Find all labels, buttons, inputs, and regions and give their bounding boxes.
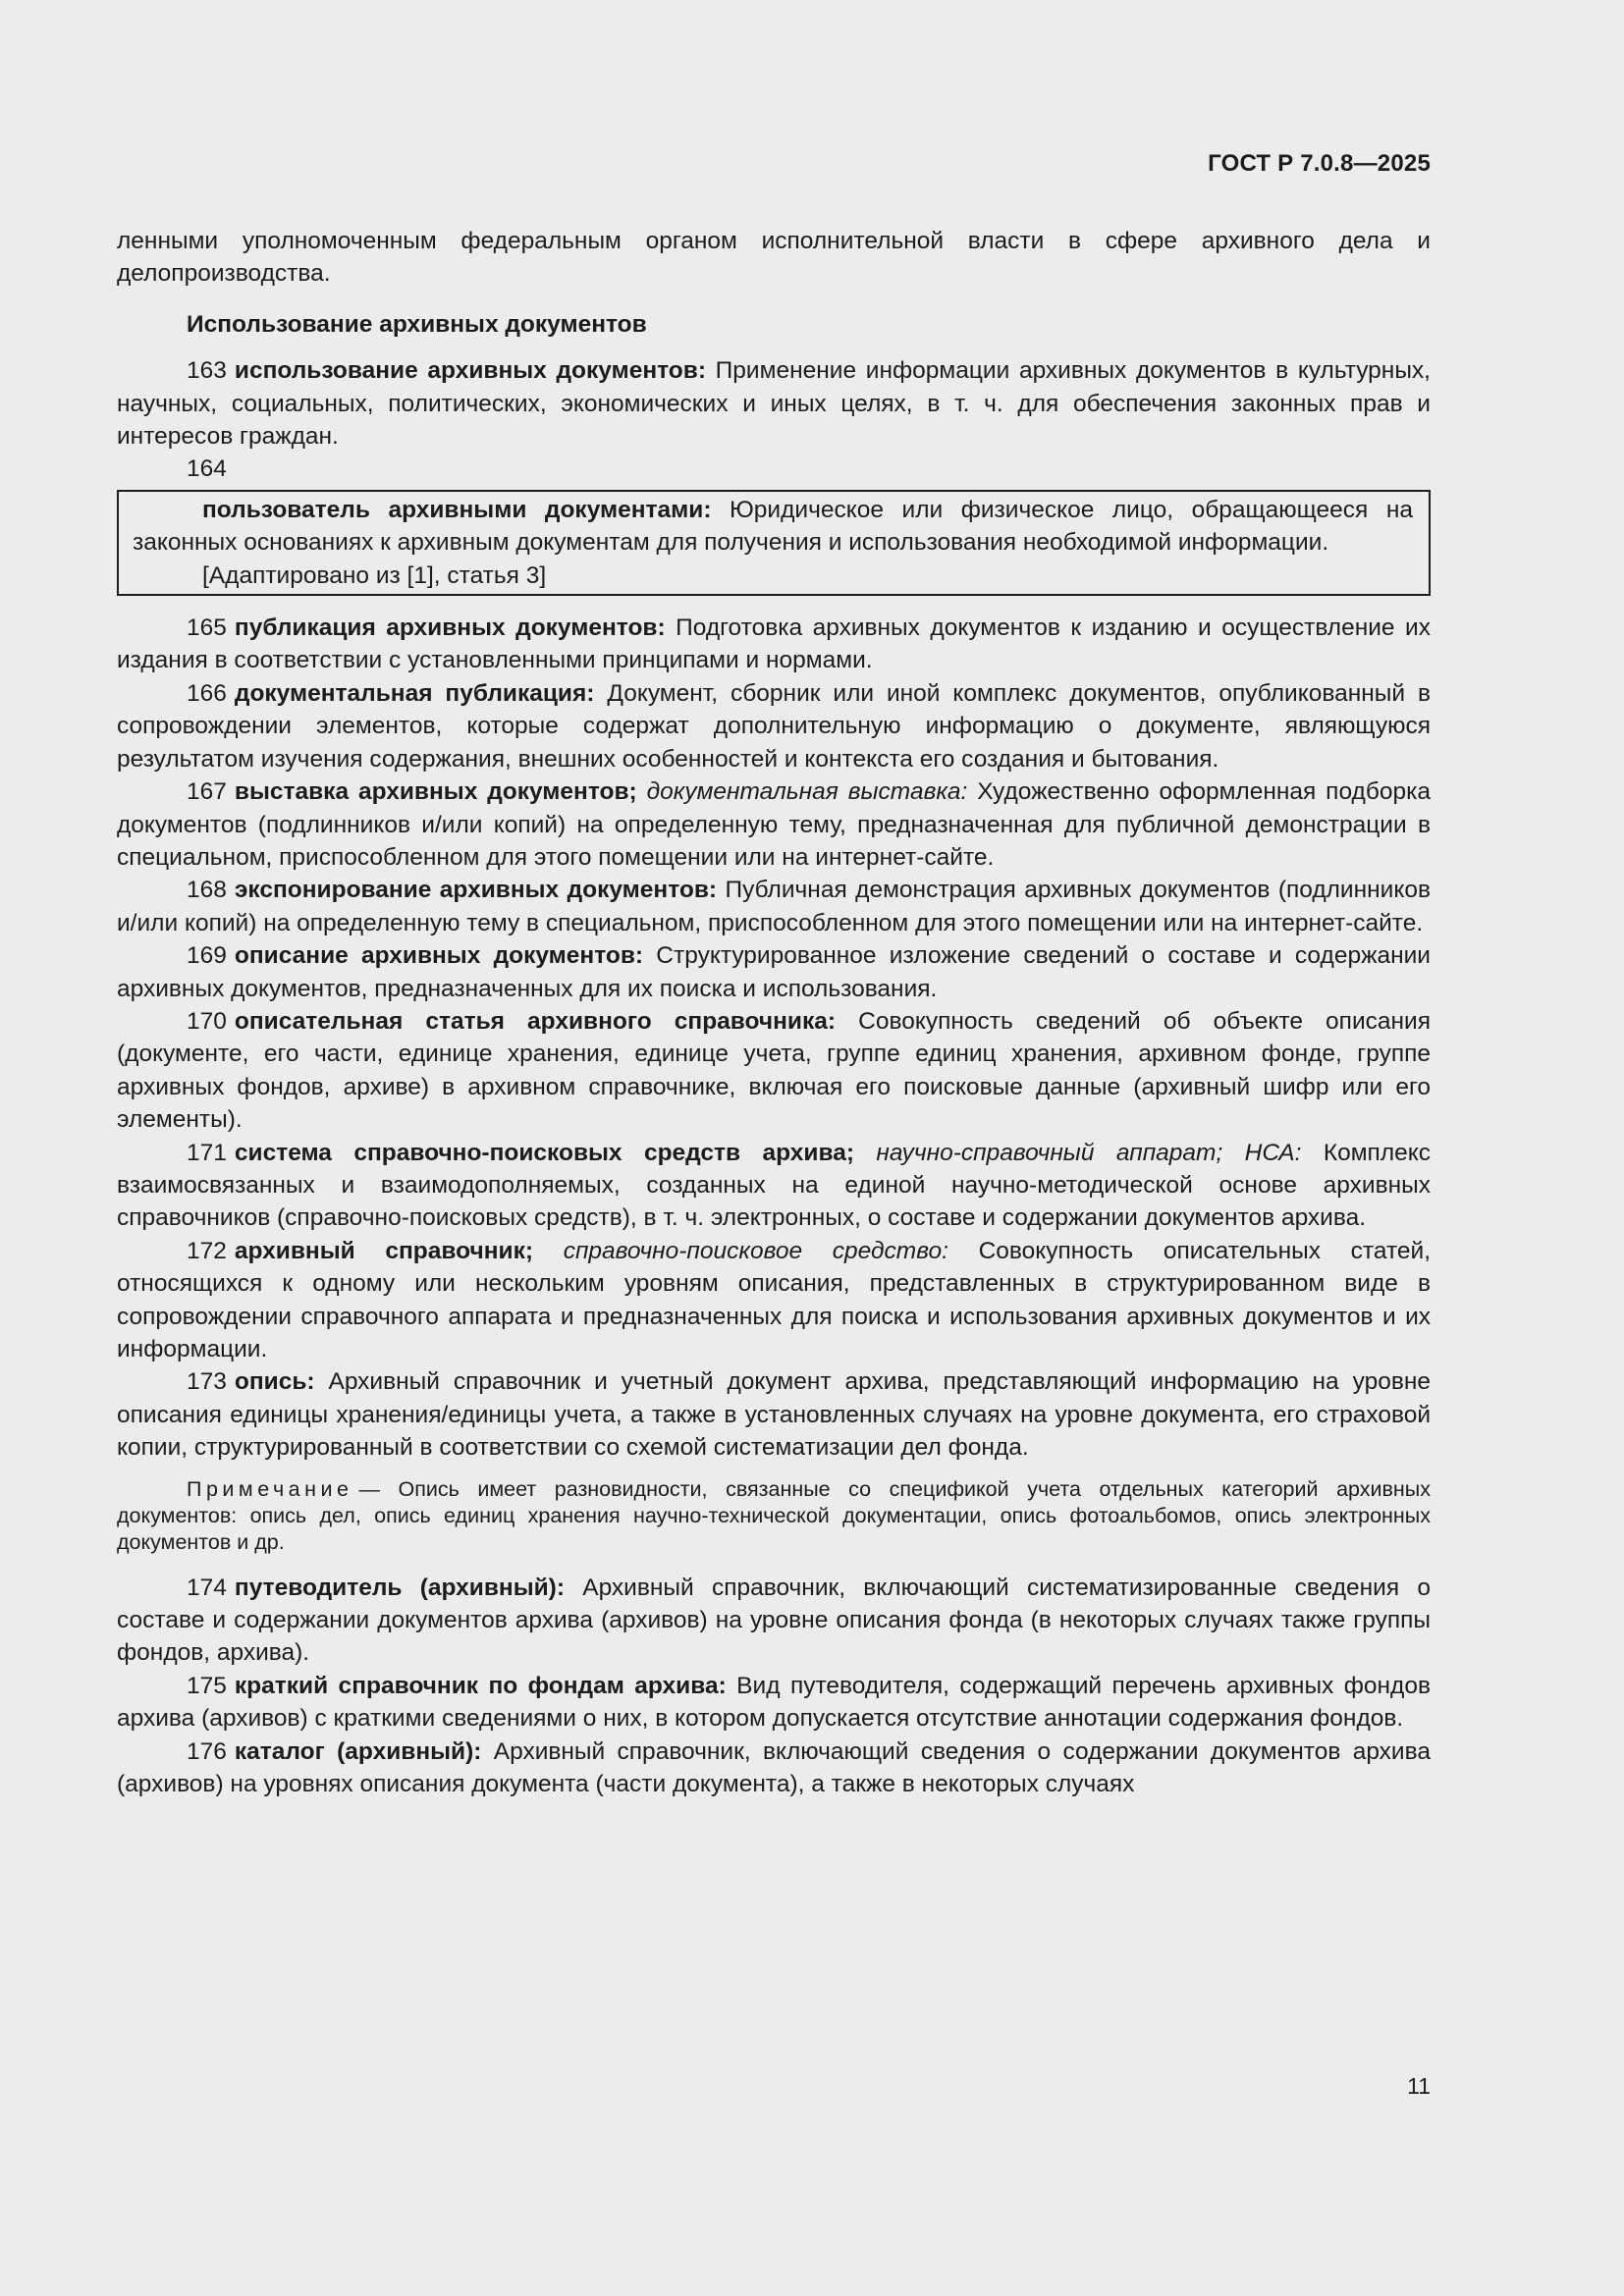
entry-164-number: 164 [187,455,227,483]
entry-term: краткий справочник по фондам архива: [234,1672,727,1699]
entry-number: 171 [187,1139,227,1166]
standard-designation: ГОСТ Р 7.0.8—2025 [1208,150,1431,177]
entry-number: 176 [187,1737,227,1765]
entry-174 [117,1572,1431,1670]
entry-167 [117,775,1431,874]
entry-166 [117,677,1431,775]
entry-term: документальная публикация: [234,679,595,707]
boxed-source: [Адаптировано из [1], статья 3] [202,561,547,589]
note [117,1476,1431,1556]
boxed-definition-text: Юридическое или физическое лицо, обращающееся на законных основаниях к архивным документам для получения и использования необходимой информации. [133,496,1413,557]
entry-number: 163 [187,357,227,385]
entry-number: 167 [187,778,227,806]
entry-number: 172 [187,1237,227,1264]
entry-definition: Публичная демонстрация архивных документов (подлинников и/или копий) на определенную тему в специальном, приспособленном для этого помещении или на интернет-сайте. [117,877,1431,936]
entry-170 [117,1005,1431,1137]
entry-definition: Совокупность сведений об объекте описания (документе, его части, единице хранения, единице учета, группе единиц хранения, архивном фонде, группе архивных фондов, архиве) в архивном справочнике, включая его поисковые данные (архивный шифр или его элементы). [117,1007,1431,1134]
entry-term: использование архивных документов: [234,357,706,385]
entry-number: 165 [187,614,227,642]
entry-term: опись: [234,1368,315,1396]
continuation-paragraph: ленными уполномоченным федеральным органом исполнительной власти в сфере архивного дела и делопроизводства. [117,228,1431,288]
entry-165 [117,612,1431,677]
entry-definition: Применение информации архивных документов в культурных, научных, социальных, политических, экономических и иных целях, в т. ч. для обеспечения законных прав и интересов граждан. [117,357,1431,451]
entry-number: 166 [187,679,227,707]
entry-definition: Документ, сборник или иной комплекс документов, опубликованный в сопровождении элементов, которые содержат дополнительную информацию о документе, являющуюся результатом изучения содержания, внешних особенностей и контекста его создания и бытования. [117,679,1431,773]
entry-176 [117,1735,1431,1801]
entry-definition: Архивный справочник и учетный документ архива, представляющий информацию на уровне описания единицы хранения/единицы учета, а также в установленных случаях на уровне документа, его страховой копии, структурированный в соответствии со схемой систематизации дел фонда. [117,1368,1431,1462]
entry-definition: Комплекс взаимосвязанных и взаимодополняемых, созданных на единой научно-методической основе архивных справочников (справочно-поисковых средств), в т. ч. электронных, о составе и содержании документов архива. [117,1139,1431,1232]
entry-number: 168 [187,877,227,904]
entry-163 [117,354,1431,453]
boxed-entry [133,494,1413,560]
entry-term: публикация архивных документов: [234,614,666,642]
entry-definition: Вид путеводителя, содержащий перечень архивных фондов архива (архивов) с краткими сведениями о них, в котором допускается отсутствие аннотации содержания фондов. [117,1672,1431,1733]
entry-term: каталог (архивный): [234,1737,482,1765]
entry-number: 173 [187,1368,227,1396]
entry-173 [117,1365,1431,1464]
entry-synonym: документальная выставка: [636,778,968,806]
note-text: — Опись имеет разновидности, связанные со спецификой учета отдельных категорий архивных документов: опись дел, опись единиц хранения научно-технической документации, опись фотоальбомов, опись электронных документов и др. [117,1476,1431,1554]
entry-number: 169 [187,942,227,970]
entry-number: 174 [187,1574,227,1601]
entry-169 [117,939,1431,1005]
entry-term: путеводитель (архивный): [234,1574,565,1601]
page-number: 11 [1407,2073,1431,2099]
entry-term: выставка архивных документов; [234,778,637,806]
entry-definition: Подготовка архивных документов к изданию и осуществление их издания в соответствии с установленными принципами и нормами. [117,614,1431,674]
boxed-term: пользователь архивными документами: [202,496,712,523]
entry-term: экспонирование архивных документов: [234,877,718,904]
entry-number: 170 [187,1007,227,1035]
page-content [117,225,1431,1800]
entry-term: описательная статья архивного справочника: [234,1007,837,1035]
entry-term: архивный справочник; [234,1237,533,1264]
note-label: Примечание [187,1476,353,1501]
entry-definition: Архивный справочник, включающий систематизированные сведения о составе и содержании документов архива (архивов) на уровне описания фонда (в некоторых случаях также группы фондов, архива). [117,1574,1431,1667]
entry-168 [117,874,1431,939]
entry-term: система справочно-поисковых средств архива; [234,1139,854,1166]
boxed-definition [117,490,1431,596]
entry-definition: Архивный справочник, включающий сведения о содержании документов архива (архивов) на уровнях описания документа (части документа), а также в некоторых случаях [117,1737,1431,1798]
entry-definition: Структурированное изложение сведений о составе и содержании архивных документов, предназначенных для их поиска и использования. [117,942,1431,1002]
entry-number: 175 [187,1672,227,1699]
entry-synonym: справочно-поисковое средство: [533,1237,948,1264]
entry-definition: Совокупность описательных статей, относящихся к одному или нескольким уровням описания, представленных в структурированном виде в сопровождении справочного аппарата и предназначенных для поиска и использования архивных документов и их информации. [117,1237,1432,1362]
entry-172 [117,1235,1431,1366]
entry-171 [117,1137,1431,1235]
entry-definition: Художественно оформленная подборка документов (подлинников и/или копий) на определенную тему, предназначенная для публичной демонстрации в специальном, приспособленном для этого помещении или на интернет-сайте. [117,778,1432,871]
section-title: Использование архивных документов [187,310,647,338]
entry-synonym: научно-справочный аппарат; НСА: [853,1139,1302,1166]
entry-term: описание архивных документов: [234,942,644,970]
entry-175 [117,1670,1431,1735]
